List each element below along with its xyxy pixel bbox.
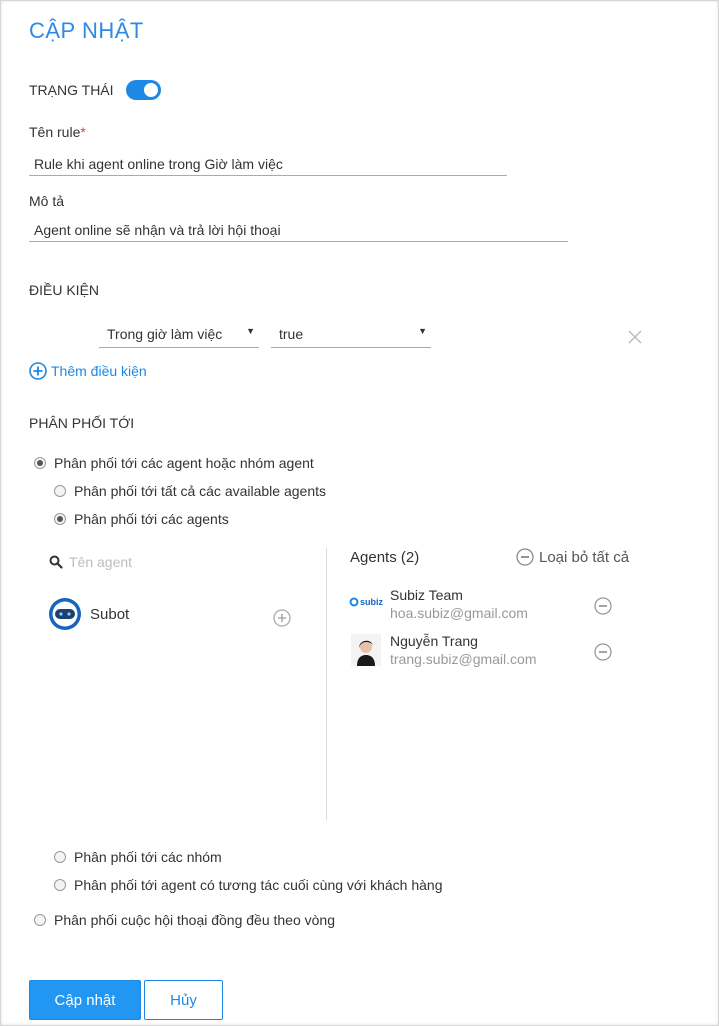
add-agent-button[interactable] (273, 609, 291, 627)
status-toggle[interactable] (126, 80, 161, 100)
condition-field-value: Trong giờ làm việc (107, 326, 223, 342)
remove-agent-button[interactable] (594, 597, 612, 615)
radio-icon (34, 914, 46, 926)
cancel-button[interactable]: Hủy (144, 980, 223, 1020)
radio-last-agent[interactable] (54, 877, 442, 893)
selected-agent-name: Subiz Team (390, 587, 463, 603)
minus-circle-icon (516, 548, 534, 566)
selected-agent-email: hoa.subiz@gmail.com (390, 605, 528, 621)
plus-circle-icon (273, 609, 291, 627)
remove-all-button[interactable] (516, 548, 629, 566)
robot-avatar-icon (49, 598, 81, 630)
selected-agent-email: trang.subiz@gmail.com (390, 651, 537, 667)
add-condition-link[interactable] (29, 362, 147, 380)
agent-search-input[interactable] (69, 554, 249, 570)
minus-circle-icon (594, 643, 612, 661)
subiz-logo-icon (349, 597, 359, 607)
radio-agents-or-groups[interactable] (34, 455, 314, 471)
radio-icon (54, 879, 66, 891)
chevron-down-icon: ▼ (246, 326, 255, 336)
subiz-logo (349, 597, 383, 607)
agent-name-subot: Subot (90, 606, 130, 623)
picker-divider (326, 548, 327, 820)
agent-search (49, 554, 249, 570)
radio-icon (54, 485, 66, 497)
remove-all-label: Loại bỏ tất cả (539, 548, 630, 566)
condition-value-select[interactable] (271, 326, 431, 348)
radio-icon (54, 851, 66, 863)
subiz-logo-text: subiz (360, 597, 384, 607)
required-mark: * (80, 124, 86, 140)
minus-circle-icon (594, 597, 612, 615)
rule-name-label: Tên rule* (29, 124, 86, 140)
condition-value: true (279, 326, 304, 342)
radio-icon (34, 457, 46, 469)
radio-groups[interactable] (54, 849, 222, 865)
rule-name-input[interactable] (29, 152, 507, 176)
search-icon (49, 555, 63, 569)
radio-icon (54, 513, 66, 525)
description-input[interactable] (29, 218, 568, 242)
radio-label: Phân phối tới các agents (74, 511, 229, 527)
submit-button[interactable]: Cập nhật (29, 980, 141, 1020)
close-icon[interactable] (626, 328, 644, 346)
condition-field-select[interactable] (99, 326, 259, 348)
radio-label: Phân phối tới agent có tương tác cuối cùng với khách hàng (74, 877, 443, 893)
radio-label: Phân phối tới các nhóm (74, 849, 222, 865)
conditions-label: ĐIỀU KIỆN (29, 282, 100, 298)
add-condition-label: Thêm điều kiện (51, 363, 147, 379)
selected-agent-name: Nguyễn Trang (390, 633, 478, 649)
remove-agent-button[interactable] (594, 643, 612, 661)
page-title: CẬP NHẬT (29, 18, 144, 43)
toggle-knob (144, 83, 158, 97)
radio-label: Phân phối cuộc hội thoại đồng đều theo vòng (54, 912, 336, 928)
plus-circle-icon (29, 362, 47, 380)
status-label: TRẠNG THÁI (29, 82, 114, 98)
radio-label: Phân phối tới các agent hoặc nhóm agent (54, 455, 314, 471)
description-label: Mô tả (29, 193, 65, 209)
chevron-down-icon: ▼ (418, 326, 427, 336)
selected-agents-header: Agents (2) (350, 549, 420, 566)
radio-label: Phân phối tới tất cả các available agents (74, 483, 327, 499)
radio-agents[interactable] (54, 511, 229, 527)
radio-all-available[interactable] (54, 483, 326, 499)
person-photo-icon (351, 634, 381, 666)
distribution-label: PHÂN PHỐI TỚI (29, 415, 135, 431)
radio-round-robin[interactable] (34, 912, 335, 928)
